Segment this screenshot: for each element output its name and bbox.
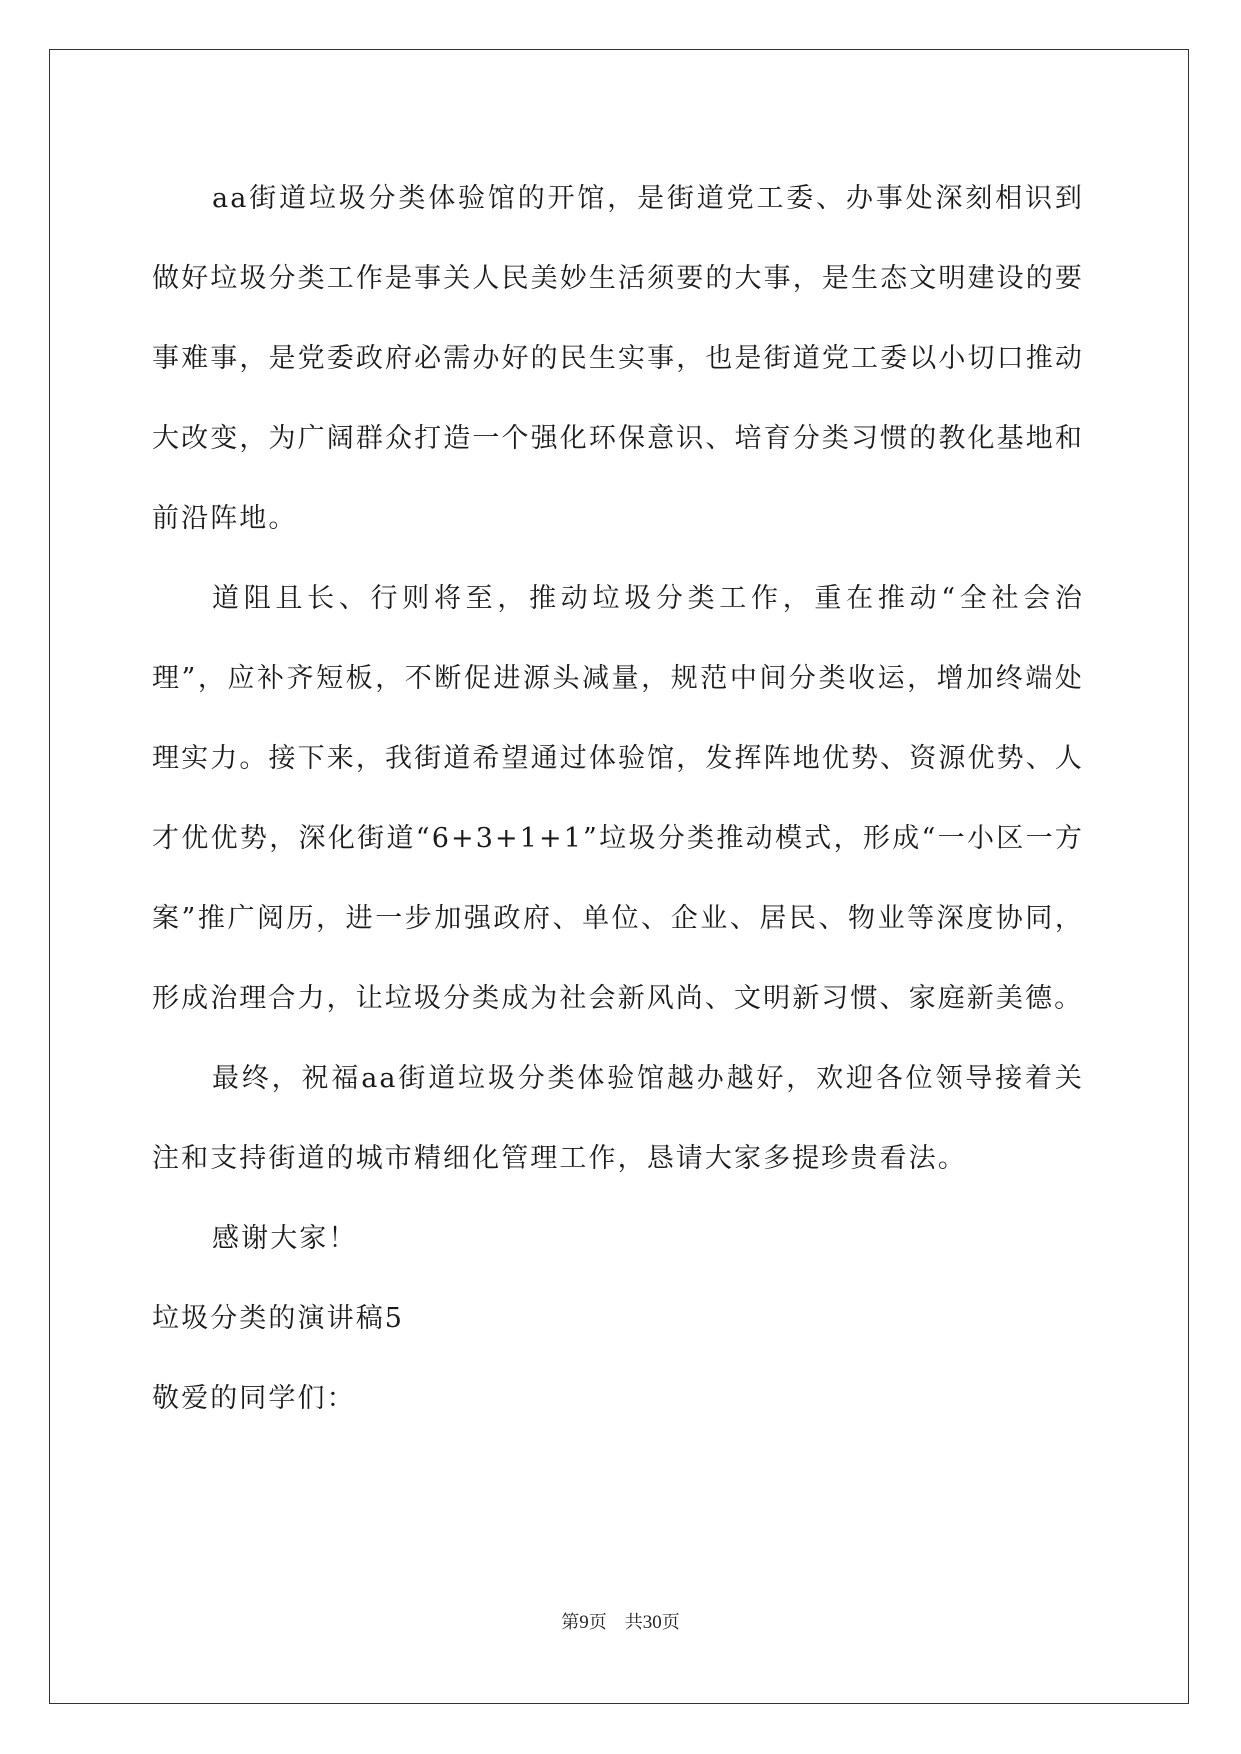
page-suffix: 页 (588, 1612, 607, 1632)
page-total-number: 30 (642, 1612, 662, 1633)
page-current-number: 9 (579, 1612, 589, 1633)
total-suffix: 页 (661, 1612, 680, 1632)
page-footer (0, 1610, 1241, 1635)
page-prefix: 第 (561, 1612, 580, 1632)
paragraph-closing-wishes: 最终，祝福aa街道垃圾分类体验馆越办越好，欢迎各位领导接着关注和支持街道的城市精细化管理工作，恳请大家多提珍贵看法。 (152, 1063, 1084, 1174)
paragraph-governance: 道阻且长、行则将至，推动垃圾分类工作，重在推动“全社会治理”，应补齐短板，不断促进源头减量，规范中间分类收运，增加终端处理实力。接下来，我街道希望通过体验馆，发挥阵地优势、资源优势、人才优优势，深化街道“6+3+1+1”垃圾分类推动模式，形成“一小区一方案”推广阅历，进一步加强政府、单位、企业、居民、物业等深度协同，形成治理合力，让垃圾分类成为社会新风尚、文明新习惯、家庭新美德。 (152, 583, 1084, 1014)
paragraph-thanks: 感谢大家！ (212, 1223, 358, 1254)
salutation: 敬爱的同学们： (152, 1383, 356, 1414)
section-heading: 垃圾分类的演讲稿5 (152, 1303, 405, 1334)
total-prefix: 共 (624, 1612, 643, 1632)
document-body (152, 159, 1084, 1439)
paragraph-intro: aa街道垃圾分类体验馆的开馆，是街道党工委、办事处深刻相识到做好垃圾分类工作是事关人民美妙生活须要的大事，是生态文明建设的要事难事，是党委政府必需办好的民生实事，也是街道党工委以小切口推动大改变，为广阔群众打造一个强化环保意识、培育分类习惯的教化基地和前沿阵地。 (152, 183, 1084, 534)
